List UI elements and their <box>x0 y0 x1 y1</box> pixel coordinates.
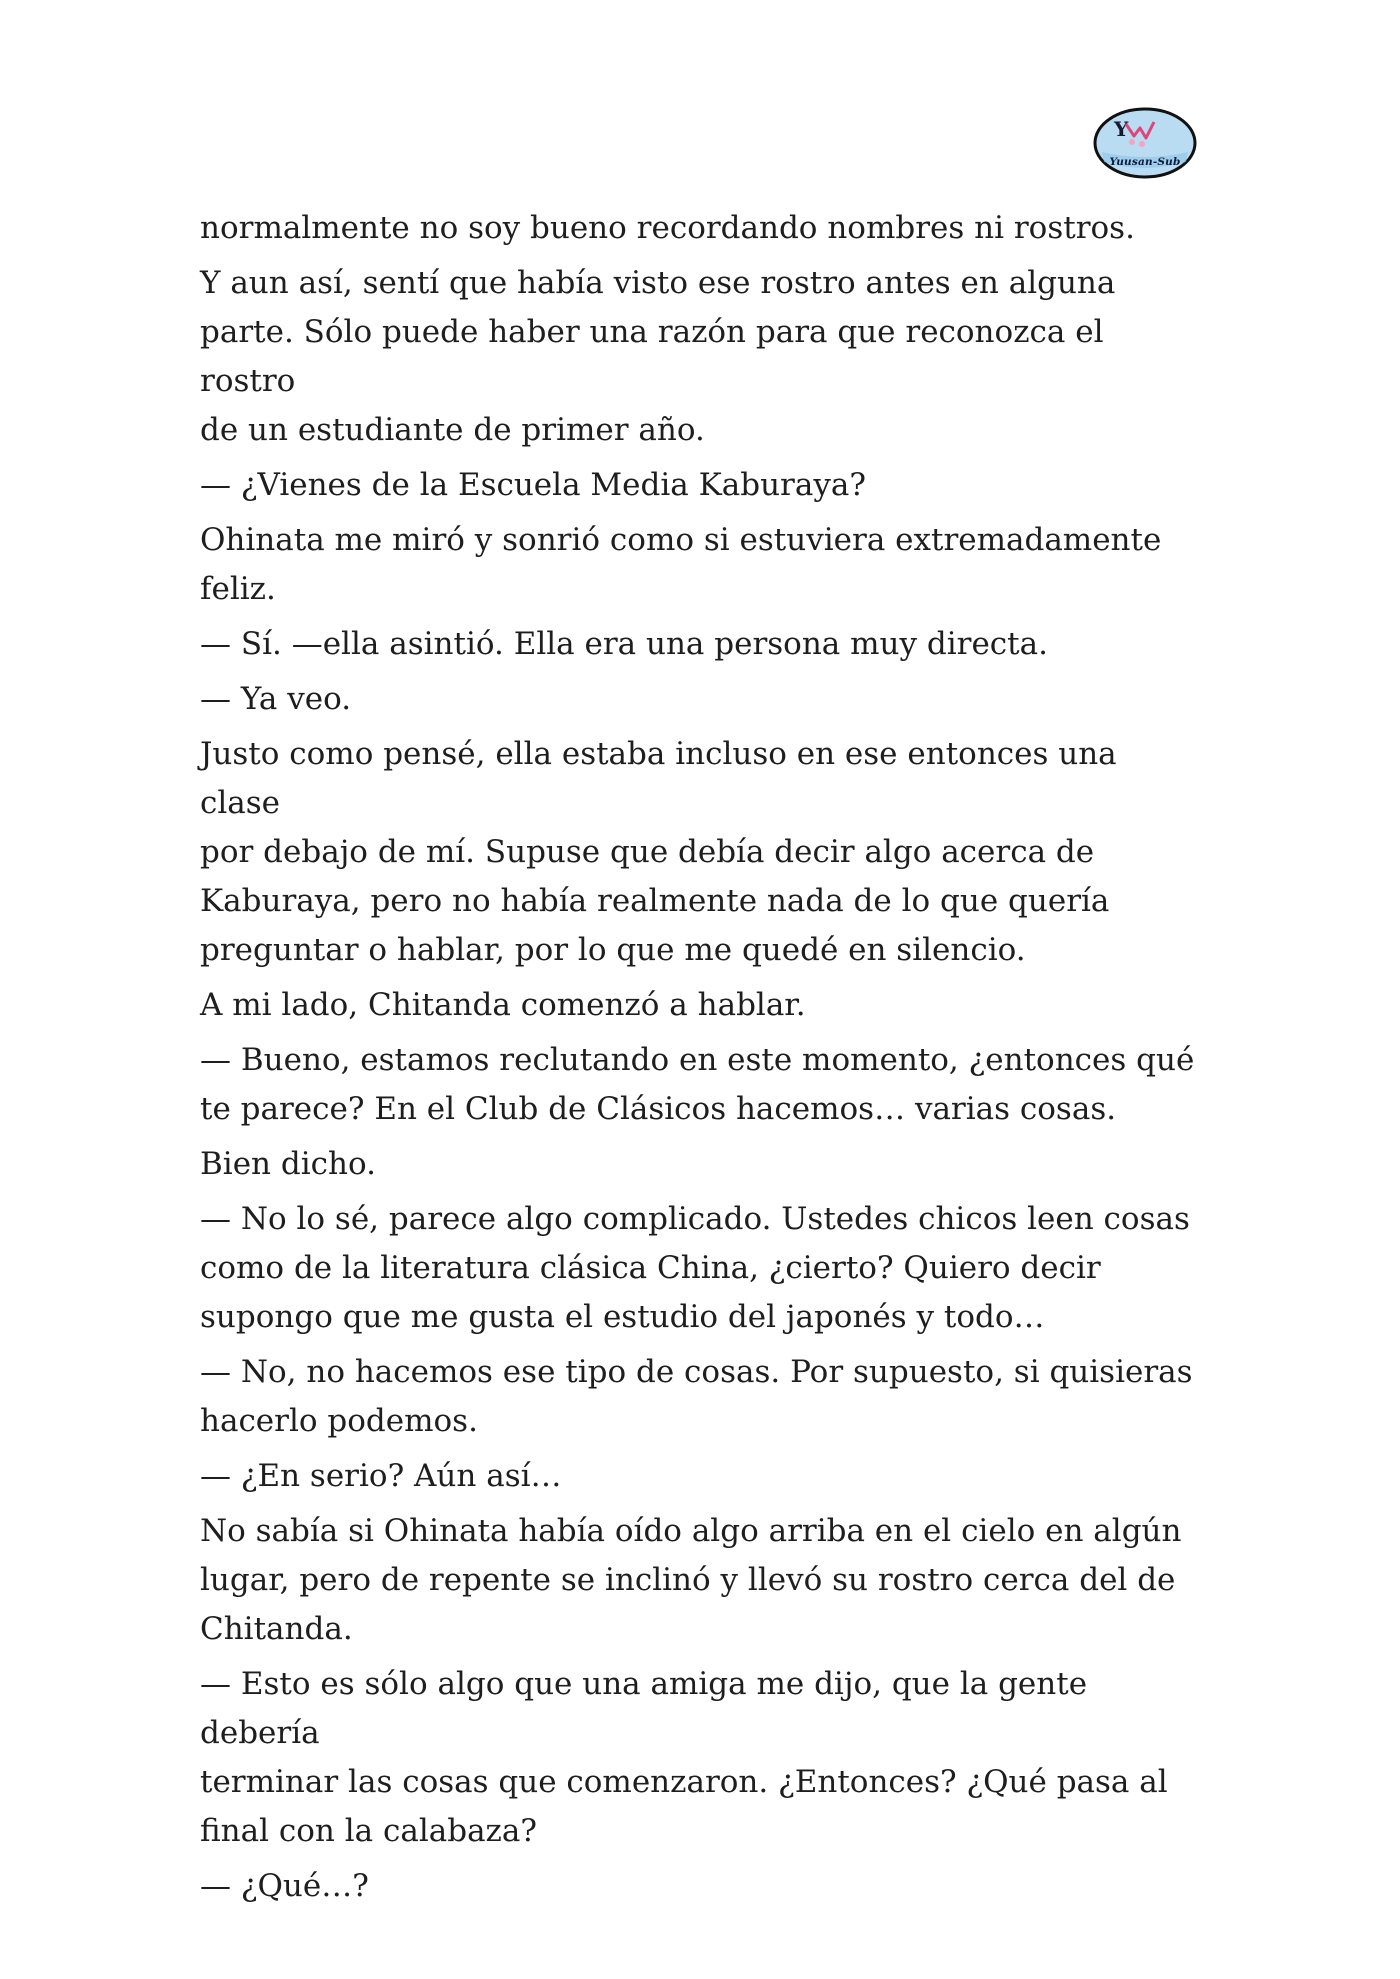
paragraph: — Bueno, estamos reclutando en este momento, ¿entonces qué te parece? En el Club de Clásicos hacemos… varias cosas. <box>200 1042 1195 1127</box>
paragraph: normalmente no soy bueno recordando nombres ni rostros. <box>200 210 1135 246</box>
paragraph: — ¿Qué…? <box>200 1868 369 1904</box>
paragraph: — Ya veo. <box>200 681 352 717</box>
svg-text:Y: Y <box>1114 117 1129 141</box>
paragraph: No sabía si Ohinata había oído algo arriba en el cielo en algún lugar, pero de repente se inclinó y llevó su rostro cerca del de Chitanda. <box>200 1513 1182 1647</box>
paragraph: Y aun así, sentí que había visto ese rostro antes en alguna parte. Sólo puede haber una razón para que reconozca el rostro de un estudiante de primer año. <box>200 265 1116 448</box>
paragraph: Ohinata me miró y sonrió como si estuviera extremadamente feliz. <box>200 522 1162 607</box>
paragraph: — No lo sé, parece algo complicado. Ustedes chicos leen cosas como de la literatura clásica China, ¿cierto? Quiero decir supongo que me gusta el estudio del japonés y todo… <box>200 1201 1190 1335</box>
paragraph: A mi lado, Chitanda comenzó a hablar. <box>200 987 806 1023</box>
paragraph: — No, no hacemos ese tipo de cosas. Por supuesto, si quisieras hacerlo podemos. <box>200 1354 1193 1439</box>
logo-text: Yuusan-Sub <box>1109 156 1181 168</box>
paragraph: — ¿Vienes de la Escuela Media Kaburaya? <box>200 467 866 503</box>
yuusan-sub-logo <box>1092 106 1198 180</box>
paragraph: Bien dicho. <box>200 1146 376 1182</box>
paragraph: Justo como pensé, ella estaba incluso en ese entonces una clase por debajo de mí. Supuse que debía decir algo acerca de Kaburaya, pero no había realmente nada de lo que quería preguntar o hablar, por lo que me quedé en silencio. <box>200 736 1117 968</box>
paragraph: — Sí. —ella asintió. Ella era una persona muy directa. <box>200 626 1048 662</box>
paragraph: — Esto es sólo algo que una amiga me dijo, que la gente debería terminar las cosas que comenzaron. ¿Entonces? ¿Qué pasa al final con la calabaza? <box>200 1666 1168 1849</box>
paragraph: — ¿En serio? Aún así… <box>200 1458 562 1494</box>
logo-badge-icon <box>1092 106 1198 180</box>
body-text <box>200 204 1200 1917</box>
